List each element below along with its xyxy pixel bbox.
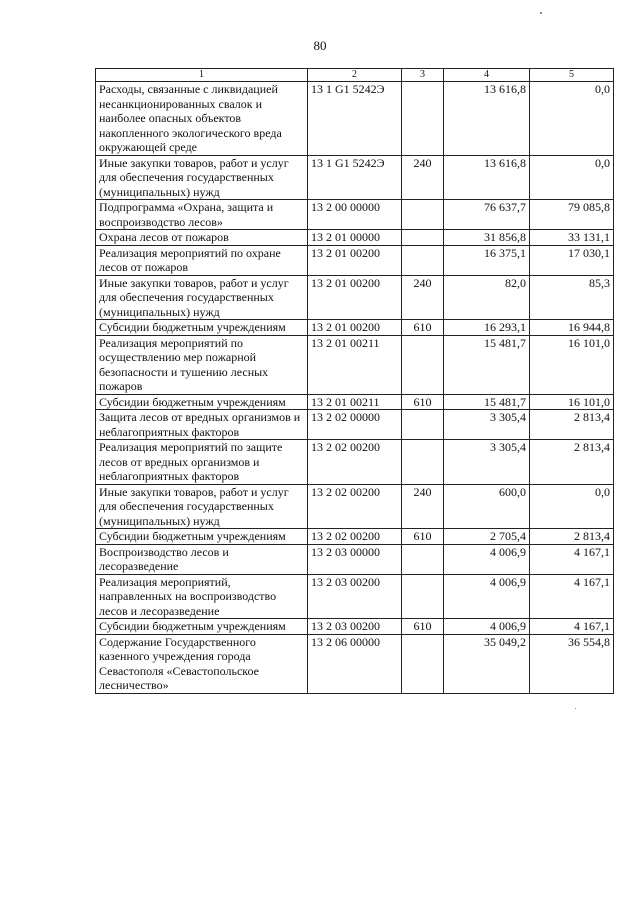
row-code-cell: 13 2 01 00200 <box>308 275 402 320</box>
row-value-cell: 76 637,7 <box>444 200 530 230</box>
row-value-cell: 4 006,9 <box>444 619 530 635</box>
row-type-cell <box>402 634 444 693</box>
table-row <box>96 484 614 529</box>
row-code-cell: 13 2 01 00211 <box>308 394 402 410</box>
table-row <box>96 440 614 485</box>
row-value-cell: 85,3 <box>530 275 614 320</box>
table-row <box>96 200 614 230</box>
row-value-cell: 3 305,4 <box>444 410 530 440</box>
row-name-cell: Реализация мероприятий по защите лесов от вредных организмов и неблагоприятных факторов <box>96 440 308 485</box>
table-row <box>96 544 614 574</box>
row-name-cell: Субсидии бюджетным учреждениям <box>96 320 308 336</box>
table-row <box>96 619 614 635</box>
table-row <box>96 394 614 410</box>
table-row <box>96 574 614 619</box>
row-code-cell: 13 1 G1 5242Э <box>308 155 402 200</box>
row-type-cell <box>402 574 444 619</box>
row-value-cell: 3 305,4 <box>444 440 530 485</box>
row-value-cell: 16 101,0 <box>530 335 614 394</box>
column-header: 1 <box>96 69 308 82</box>
row-value-cell: 35 049,2 <box>444 634 530 693</box>
row-value-cell: 4 167,1 <box>530 619 614 635</box>
row-code-cell: 13 2 02 00200 <box>308 529 402 545</box>
row-code-cell: 13 2 03 00000 <box>308 544 402 574</box>
row-value-cell: 15 481,7 <box>444 394 530 410</box>
row-type-cell <box>402 230 444 246</box>
row-type-cell: 240 <box>402 275 444 320</box>
row-value-cell: 36 554,8 <box>530 634 614 693</box>
row-code-cell: 13 2 06 00000 <box>308 634 402 693</box>
table-header-row <box>96 69 614 82</box>
row-value-cell: 13 616,8 <box>444 82 530 156</box>
row-value-cell: 15 481,7 <box>444 335 530 394</box>
table-row <box>96 155 614 200</box>
column-header: 2 <box>308 69 402 82</box>
row-value-cell: 4 167,1 <box>530 544 614 574</box>
table-row <box>96 410 614 440</box>
row-value-cell: 17 030,1 <box>530 245 614 275</box>
row-value-cell: 4 006,9 <box>444 574 530 619</box>
table-row <box>96 275 614 320</box>
row-type-cell: 240 <box>402 484 444 529</box>
row-type-cell: 610 <box>402 619 444 635</box>
budget-table <box>95 68 614 694</box>
table-row <box>96 245 614 275</box>
row-name-cell: Реализация мероприятий по охране лесов от пожаров <box>96 245 308 275</box>
row-value-cell: 4 167,1 <box>530 574 614 619</box>
row-type-cell <box>402 82 444 156</box>
row-value-cell: 2 813,4 <box>530 440 614 485</box>
row-type-cell: 610 <box>402 320 444 336</box>
table-row <box>96 529 614 545</box>
row-name-cell: Воспроизводство лесов и лесоразведение <box>96 544 308 574</box>
scan-speck <box>540 12 542 14</box>
row-name-cell: Субсидии бюджетным учреждениям <box>96 619 308 635</box>
row-name-cell: Иные закупки товаров, работ и услуг для обеспечения государственных (муниципальных) нужд <box>96 484 308 529</box>
row-code-cell: 13 2 01 00211 <box>308 335 402 394</box>
row-type-cell <box>402 410 444 440</box>
row-value-cell: 16 944,8 <box>530 320 614 336</box>
row-type-cell <box>402 440 444 485</box>
row-type-cell: 610 <box>402 529 444 545</box>
row-type-cell: 610 <box>402 394 444 410</box>
scan-speck <box>575 708 576 709</box>
row-code-cell: 13 2 01 00000 <box>308 230 402 246</box>
row-value-cell: 4 006,9 <box>444 544 530 574</box>
row-value-cell: 0,0 <box>530 484 614 529</box>
row-value-cell: 16 375,1 <box>444 245 530 275</box>
row-type-cell: 240 <box>402 155 444 200</box>
table-row <box>96 634 614 693</box>
table-row <box>96 335 614 394</box>
row-value-cell: 16 101,0 <box>530 394 614 410</box>
row-value-cell: 2 813,4 <box>530 410 614 440</box>
row-name-cell: Иные закупки товаров, работ и услуг для обеспечения государственных (муниципальных) нужд <box>96 275 308 320</box>
table-row <box>96 230 614 246</box>
row-name-cell: Субсидии бюджетным учреждениям <box>96 529 308 545</box>
row-code-cell: 13 2 02 00200 <box>308 484 402 529</box>
row-value-cell: 2 813,4 <box>530 529 614 545</box>
row-code-cell: 13 2 00 00000 <box>308 200 402 230</box>
row-name-cell: Иные закупки товаров, работ и услуг для обеспечения государственных (муниципальных) нужд <box>96 155 308 200</box>
row-name-cell: Реализация мероприятий по осуществлению мер пожарной безопасности и тушению лесных пожаров <box>96 335 308 394</box>
row-value-cell: 33 131,1 <box>530 230 614 246</box>
row-value-cell: 79 085,8 <box>530 200 614 230</box>
page-number: 80 <box>313 38 327 53</box>
row-code-cell: 13 2 01 00200 <box>308 320 402 336</box>
row-name-cell: Реализация мероприятий, направленных на воспроизводство лесов и лесоразведение <box>96 574 308 619</box>
row-value-cell: 82,0 <box>444 275 530 320</box>
row-name-cell: Подпрограмма «Охрана, защита и воспроизводство лесов» <box>96 200 308 230</box>
row-code-cell: 13 2 01 00200 <box>308 245 402 275</box>
column-header: 4 <box>444 69 530 82</box>
row-type-cell <box>402 544 444 574</box>
table-row <box>96 320 614 336</box>
row-name-cell: Содержание Государственного казенного учреждения города Севастополя «Севастопольское лесничество» <box>96 634 308 693</box>
column-header: 3 <box>402 69 444 82</box>
row-type-cell <box>402 200 444 230</box>
row-code-cell: 13 1 G1 5242Э <box>308 82 402 156</box>
row-name-cell: Субсидии бюджетным учреждениям <box>96 394 308 410</box>
row-value-cell: 13 616,8 <box>444 155 530 200</box>
row-value-cell: 31 856,8 <box>444 230 530 246</box>
column-header: 5 <box>530 69 614 82</box>
row-name-cell: Защита лесов от вредных организмов и неблагоприятных факторов <box>96 410 308 440</box>
row-name-cell: Охрана лесов от пожаров <box>96 230 308 246</box>
row-type-cell <box>402 335 444 394</box>
row-code-cell: 13 2 02 00000 <box>308 410 402 440</box>
row-value-cell: 0,0 <box>530 82 614 156</box>
table-row <box>96 82 614 156</box>
row-value-cell: 2 705,4 <box>444 529 530 545</box>
row-code-cell: 13 2 02 00200 <box>308 440 402 485</box>
row-name-cell: Расходы, связанные с ликвидацией несанкционированных свалок и наиболее опасных объектов накопленного экологического вреда окружающей среде <box>96 82 308 156</box>
row-value-cell: 0,0 <box>530 155 614 200</box>
row-value-cell: 16 293,1 <box>444 320 530 336</box>
row-code-cell: 13 2 03 00200 <box>308 619 402 635</box>
row-type-cell <box>402 245 444 275</box>
row-code-cell: 13 2 03 00200 <box>308 574 402 619</box>
row-value-cell: 600,0 <box>444 484 530 529</box>
